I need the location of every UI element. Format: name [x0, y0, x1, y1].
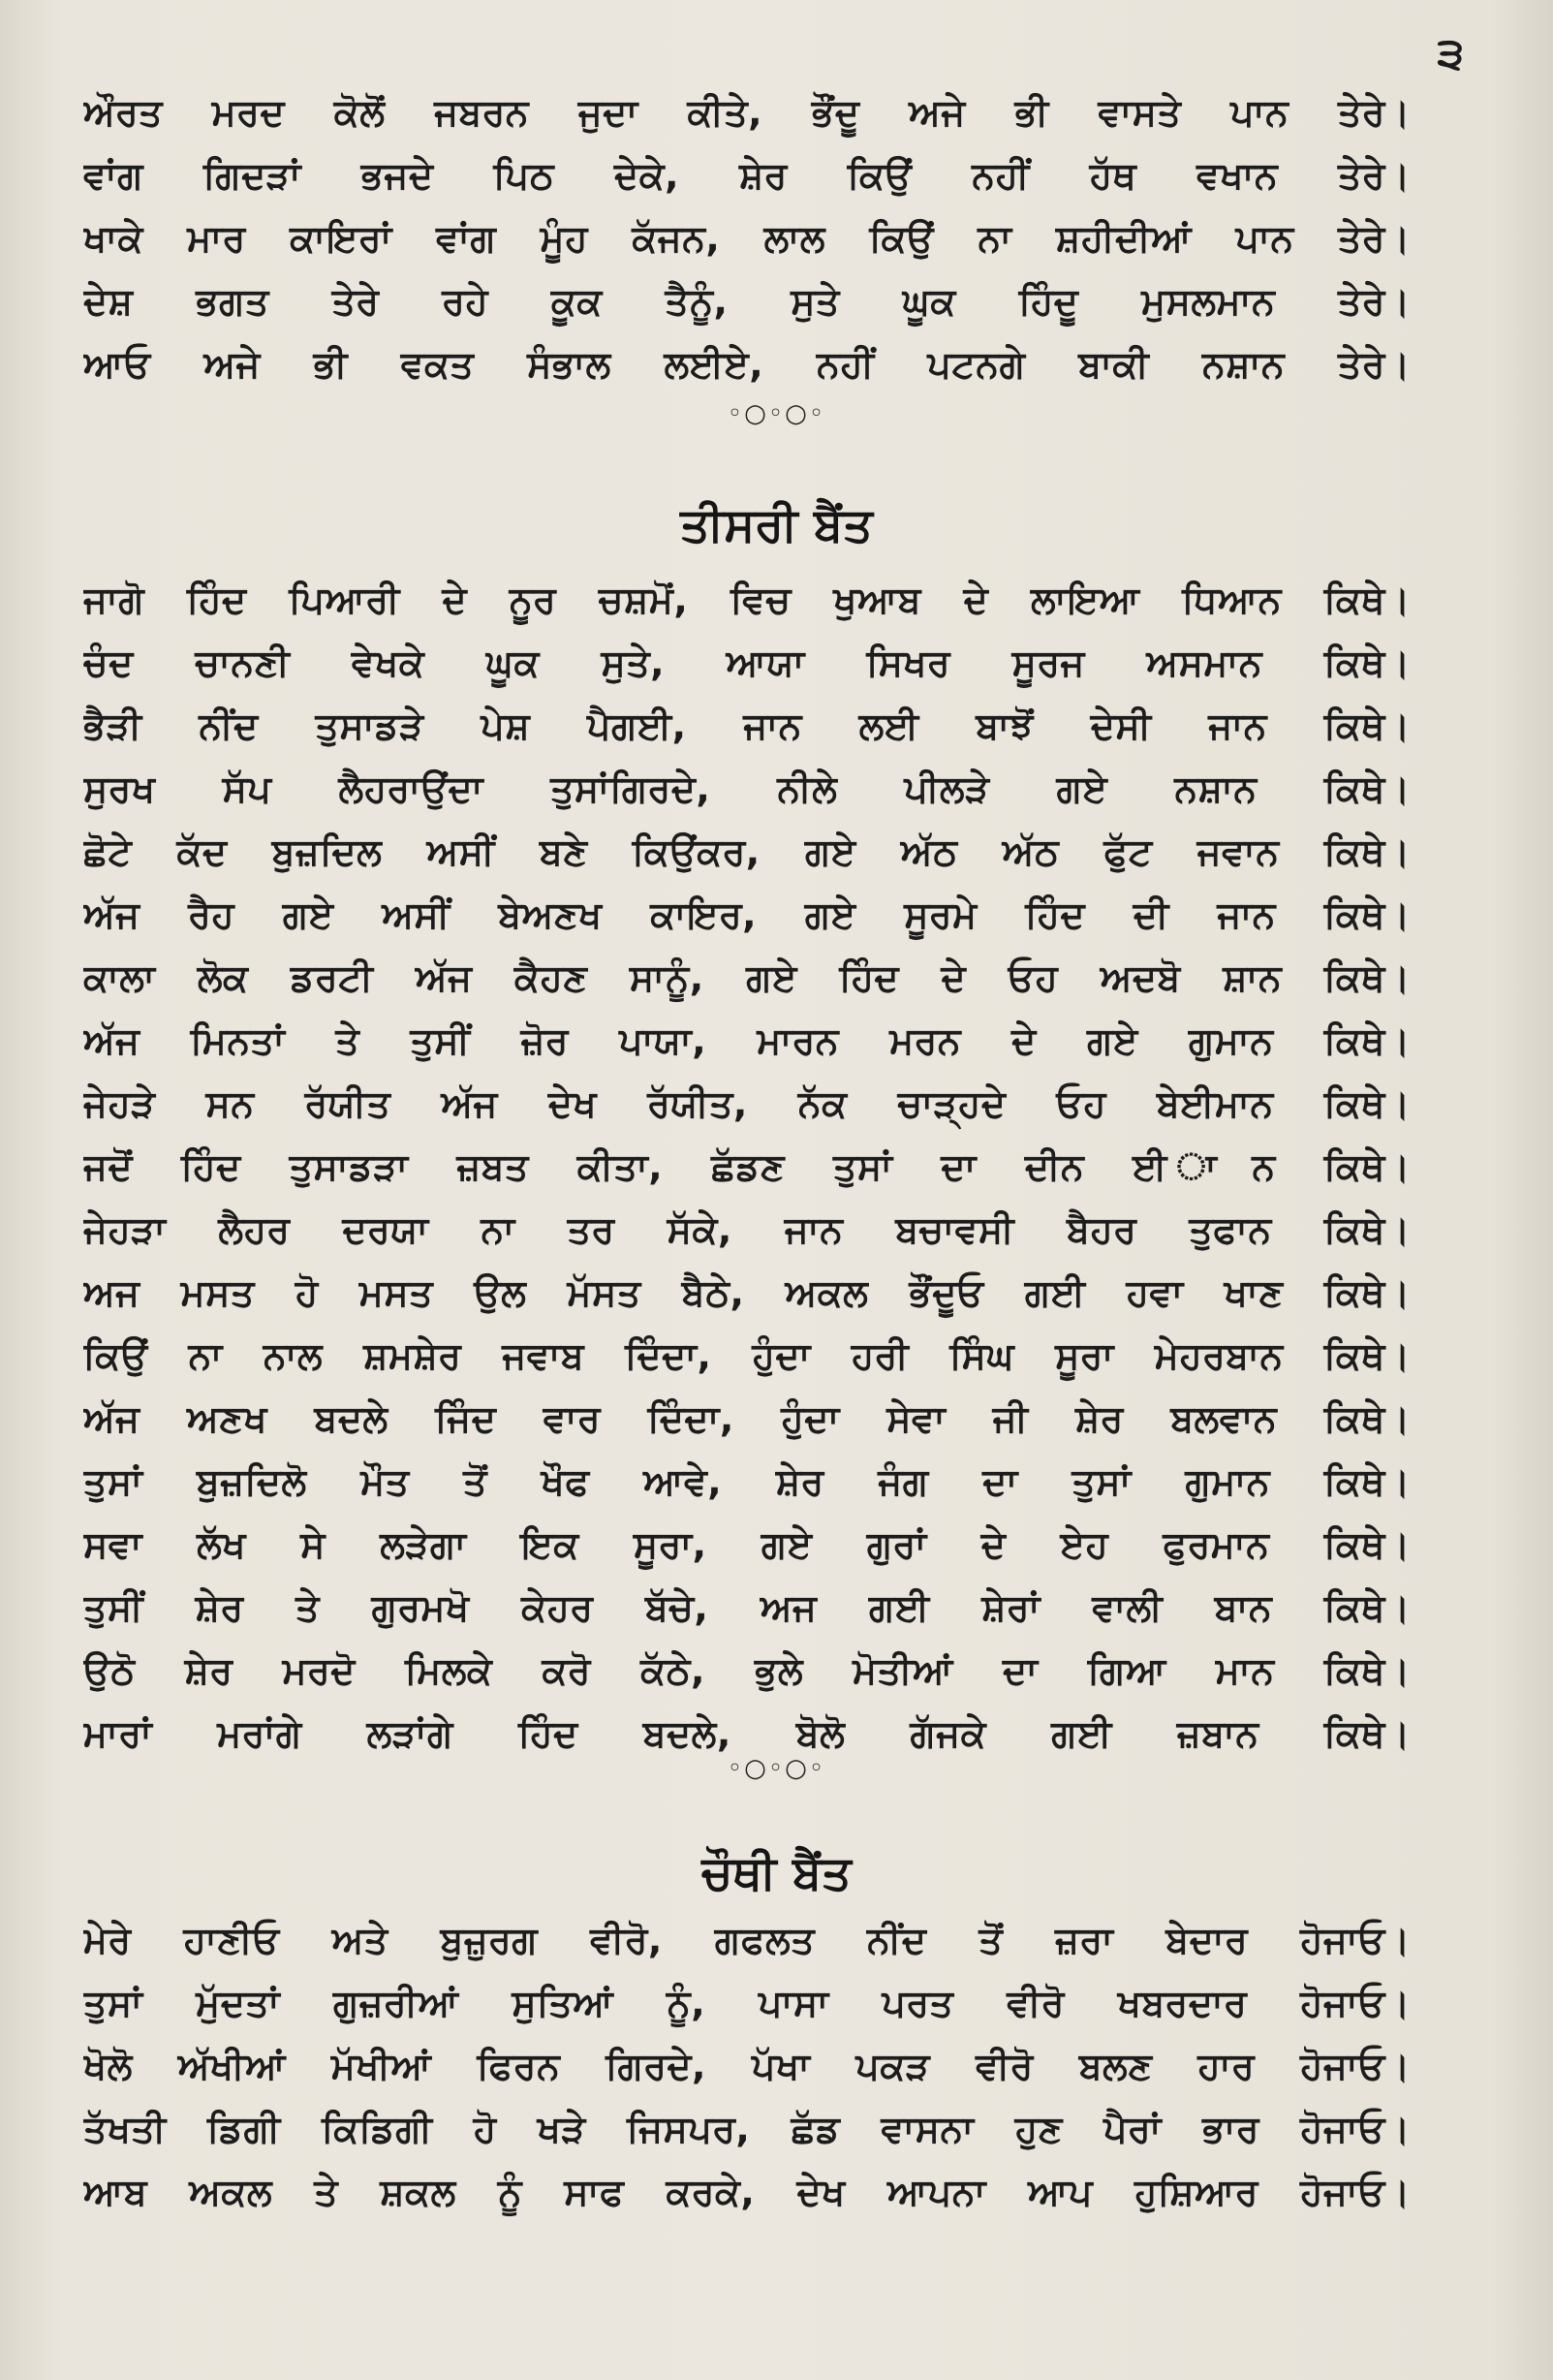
verse-line: ਉਠੋ ਸ਼ੇਰ ਮਰਦੋ ਮਿਲਕੇ ਕਰੋ ਕੱਠੇ, ਭੁਲੇ ਮੋਤੀਆਂ ਦਾ ਗਿਆ ਮਾਨ ਕਿਥੇ। [83, 1649, 1411, 1692]
verse-line: ਜੇਹੜਾ ਲੈਹਰ ਦਰਯਾ ਨਾ ਤਰ ਸੱਕੇ, ਜਾਨ ਬਚਾਵਸੀ ਬੈਹਰ ਤੁਫਾਨ ਕਿਥੇ। [83, 1208, 1411, 1251]
verse-line: ਜੇਹੜੇ ਸਨ ਰੱਯੀਤ ਅੱਜ ਦੇਖ ਰੱਯੀਤ, ਨੱਕ ਚਾੜ੍ਹਦੇ ਓਹ ਬੇਈਮਾਨ ਕਿਥੇ। [83, 1082, 1411, 1125]
verse-line: ਤੱਖਤੀ ਡਿਗੀ ਕਿਡਿਗੀ ਹੋ ਖੜੇ ਜਿਸਪਰ, ਛੱਡ ਵਾਸਨਾ ਹੁਣ ਪੈਰਾਂ ਭਾਰ ਹੋਜਾਓ। [83, 2108, 1411, 2150]
verse-line: ਤੁਸੀਂ ਸ਼ੇਰ ਤੇ ਗੁਰਮਖੋ ਕੇਹਰ ਬੱਚੇ, ਅਜ ਗਈ ਸ਼ੇਰਾਂ ਵਾਲੀ ਬਾਨ ਕਿਥੇ। [83, 1586, 1411, 1629]
verse-line: ਆਬ ਅਕਲ ਤੇ ਸ਼ਕਲ ਨੂੰ ਸਾਫ ਕਰਕੇ, ਦੇਖ ਆਪਨਾ ਆਪ ਹੁਸ਼ਿਆਰ ਹੋਜਾਓ। [83, 2171, 1411, 2213]
third-stanza-heading: ਤੀਸਰੀ ਬੈਂਤ [680, 498, 873, 552]
section-separator: ◦○◦○◦ [727, 1754, 826, 1783]
verse-line: ਤੁਸਾਂ ਮੁੱਦਤਾਂ ਗੁਜ਼ਰੀਆਂ ਸੁਤਿਆਂ ਨੂੰ, ਪਾਸਾ ਪਰਤ ਵੀਰੋ ਖਬਰਦਾਰ ਹੋਜਾਓ। [83, 1982, 1411, 2024]
verse-line: ਖਾਕੇ ਮਾਰ ਕਾਇਰਾਂ ਵਾਂਗ ਮੂੰਹ ਕੱਜਨ, ਲਾਲ ਕਿਉਂ ਨਾ ਸ਼ਹੀਦੀਆਂ ਪਾਨ ਤੇਰੇ। [83, 217, 1411, 260]
verse-line: ਭੈੜੀ ਨੀਂਦ ਤੁਸਾਡੜੇ ਪੇਸ਼ ਪੈਗਈ, ਜਾਨ ਲਈ ਬਾਝੋਂ ਦੇਸੀ ਜਾਨ ਕਿਥੇ। [83, 705, 1411, 747]
verse-line: ਛੋਟੇ ਕੱਦ ਬੁਜ਼ਦਿਲ ਅਸੀਂ ਬਣੇ ਕਿਉਂਕਰ, ਗਏ ਅੱਠ ਅੱਠ ਫੁੱਟ ਜਵਾਨ ਕਿਥੇ। [83, 830, 1411, 873]
fourth-stanza [83, 1909, 1411, 2224]
third-stanza [83, 569, 1411, 1766]
verse-line: ਕਾਲਾ ਲੋਕ ਡਰਟੀ ਅੱਜ ਕੈਹਣ ਸਾਨੂੰ, ਗਏ ਹਿੰਦ ਦੇ ਓਹ ਅਦਬੋ ਸ਼ਾਨ ਕਿਥੇ। [83, 956, 1411, 999]
verse-line: ਕਿਉਂ ਨਾ ਨਾਲ ਸ਼ਮਸ਼ੇਰ ਜਵਾਬ ਦਿੰਦਾ, ਹੁੰਦਾ ਹਰੀ ਸਿੰਘ ਸੂਰਾ ਮੇਹਰਬਾਨ ਕਿਥੇ। [83, 1334, 1411, 1377]
page-number: ੩ [1437, 29, 1464, 78]
verse-line: ਸੁਰਖ ਸੱਪ ਲੈਹਰਾਉਂਦਾ ਤੁਸਾਂਗਿਰਦੇ, ਨੀਲੇ ਪੀਲੜੇ ਗਏ ਨਸ਼ਾਨ ਕਿਥੇ। [83, 767, 1411, 810]
verse-line: ਜਦੋਂ ਹਿੰਦ ਤੁਸਾਡੜਾ ਜ਼ਬਤ ਕੀਤਾ, ਛੱਡਣ ਤੁਸਾਂ ਦਾ ਦੀਨ ਈ ਾਨ ਕਿਥੇ। [83, 1145, 1411, 1188]
verse-line: ਦੇਸ਼ ਭਗਤ ਤੇਰੇ ਰਹੇ ਕੂਕ ਤੈਨੂੰ, ਸੁਤੇ ਘੂਕ ਹਿੰਦੂ ਮੁਸਲਮਾਨ ਤੇਰੇ। [83, 280, 1411, 323]
verse-line: ਮਾਰਾਂ ਮਰਾਂਗੇ ਲੜਾਂਗੇ ਹਿੰਦ ਬਦਲੇ, ਬੋਲੋ ਗੱਜਕੇ ਗਈ ਜ਼ਬਾਨ ਕਿਥੇ। [83, 1712, 1411, 1755]
verse-line: ਔਰਤ ਮਰਦ ਕੋਲੋਂ ਜਬਰਨ ਜੁਦਾ ਕੀਤੇ, ਭੌਂਦੂ ਅਜੇ ਭੀ ਵਾਸਤੇ ਪਾਨ ਤੇਰੇ। [83, 91, 1411, 134]
verse-line: ਅੱਜ ਰੈਹ ਗਏ ਅਸੀਂ ਬੇਅਣਖ ਕਾਇਰ, ਗਏ ਸੂਰਮੇ ਹਿੰਦ ਦੀ ਜਾਨ ਕਿਥੇ। [83, 893, 1411, 936]
verse-line: ਚੰਦ ਚਾਨਣੀ ਵੇਖਕੇ ਘੂਕ ਸੁਤੇ, ਆਯਾ ਸਿਖਰ ਸੂਰਜ ਅਸਮਾਨ ਕਿਥੇ। [83, 642, 1411, 684]
verse-line: ਅੱਜ ਮਿਨਤਾਂ ਤੇ ਤੁਸੀਂ ਜ਼ੋਰ ਪਾਯਾ, ਮਾਰਨ ਮਰਨ ਦੇ ਗਏ ਗੁਮਾਨ ਕਿਥੇ। [83, 1019, 1411, 1062]
section-separator: ◦○◦○◦ [727, 399, 826, 428]
verse-line: ਖੋਲੋ ਅੱਖੀਆਂ ਮੱਖੀਆਂ ਫਿਰਨ ਗਿਰਦੇ, ਪੱਖਾ ਪਕੜ ਵੀਰੋ ਬਲਣ ਹਾਰ ਹੋਜਾਓ। [83, 2045, 1411, 2087]
fourth-stanza-heading: ਚੌਥੀ ਬੈਂਤ [701, 1846, 852, 1900]
verse-line: ਸਵਾ ਲੱਖ ਸੇ ਲੜੇਗਾ ਇਕ ਸੂਰਾ, ਗਏ ਗੁਰਾਂ ਦੇ ਏਹ ਫੁਰਮਾਨ ਕਿਥੇ। [83, 1523, 1411, 1566]
verse-line: ਅੱਜ ਅਣਖ ਬਦਲੇ ਜਿੰਦ ਵਾਰ ਦਿੰਦਾ, ਹੁੰਦਾ ਸੇਵਾ ਜੀ ਸ਼ੇਰ ਬਲਵਾਨ ਕਿਥੇ। [83, 1397, 1411, 1440]
verse-line: ਤੁਸਾਂ ਬੁਜ਼ਦਿਲੋ ਮੌਤ ਤੋਂ ਖੌਫ ਆਵੇ, ਸ਼ੇਰ ਜੰਗ ਦਾ ਤੁਸਾਂ ਗੁਮਾਨ ਕਿਥੇ। [83, 1460, 1411, 1503]
verse-line: ਜਾਗੋ ਹਿੰਦ ਪਿਆਰੀ ਦੇ ਨੂਰ ਚਸ਼ਮੋਂ, ਵਿਚ ਖੁਆਬ ਦੇ ਲਾਇਆ ਧਿਆਨ ਕਿਥੇ। [83, 579, 1411, 621]
verse-line: ਆਓ ਅਜੇ ਭੀ ਵਕਤ ਸੰਭਾਲ ਲਈਏ, ਨਹੀਂ ਪਟਨਗੇ ਬਾਕੀ ਨਸ਼ਾਨ ਤੇਰੇ। [83, 343, 1411, 386]
verse-line: ਵਾਂਗ ਗਿਦੜਾਂ ਭਜਦੇ ਪਿਠ ਦੇਕੇ, ਸ਼ੇਰ ਕਿਉਂ ਨਹੀਂ ਹੱਥ ਵਖਾਨ ਤੇਰੇ। [83, 154, 1411, 197]
continued-stanza [83, 81, 1411, 396]
verse-line: ਅਜ ਮਸਤ ਹੋ ਮਸਤ ਉਲ ਮੱਸਤ ਬੈਠੇ, ਅਕਲ ਭੌਂਦੂਓ ਗਈ ਹਵਾ ਖਾਣ ਕਿਥੇ। [83, 1271, 1411, 1314]
verse-line: ਮੇਰੇ ਹਾਣੀਓ ਅਤੇ ਬੁਜ਼ੁਰਗ ਵੀਰੋ, ਗਫਲਤ ਨੀਂਦ ਤੋਂ ਜ਼ਰਾ ਬੇਦਾਰ ਹੋਜਾਓ। [83, 1919, 1411, 1961]
